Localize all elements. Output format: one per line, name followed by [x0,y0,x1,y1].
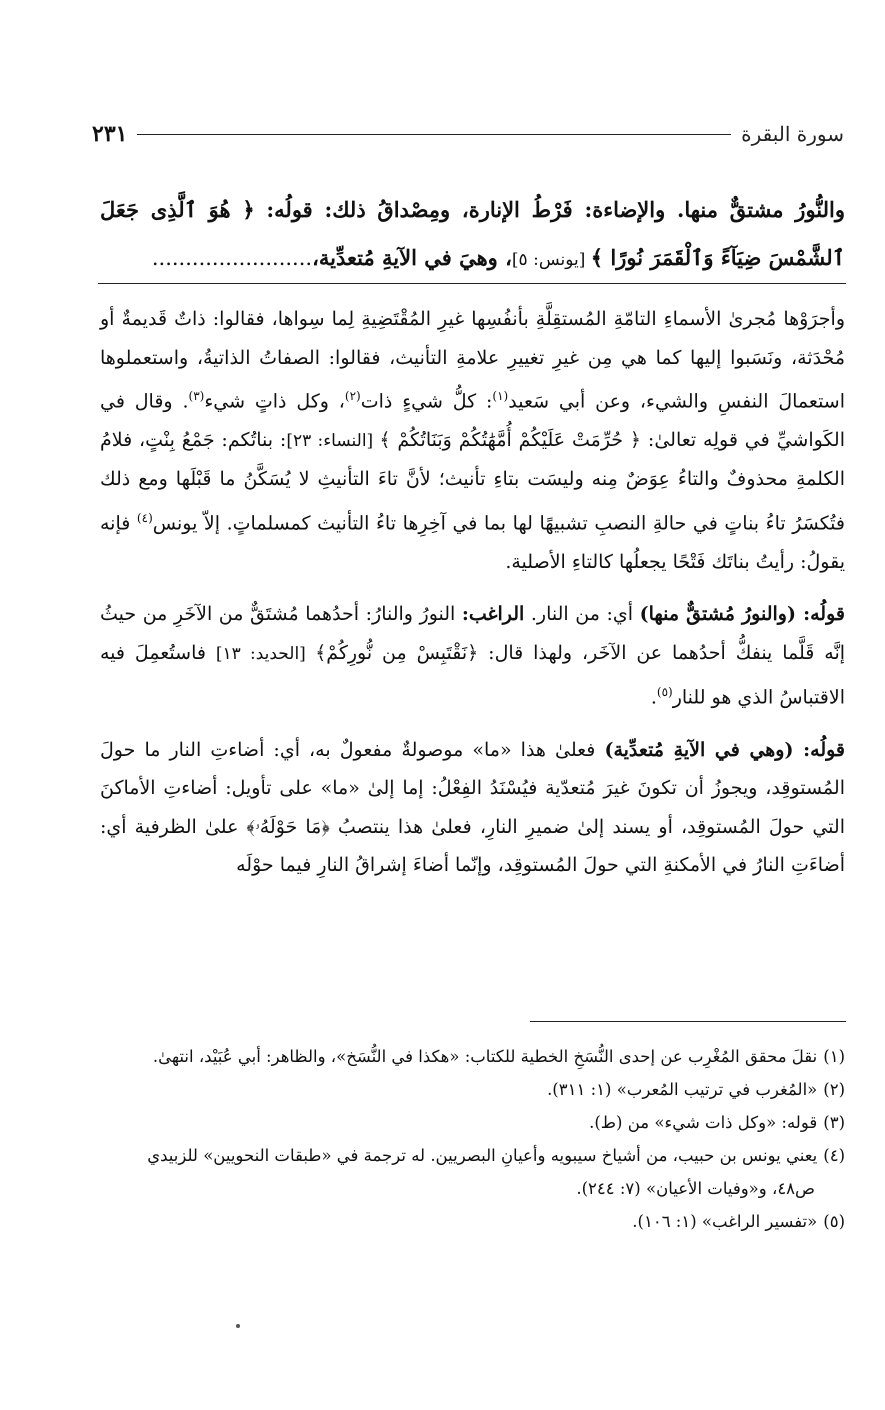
footnote-text: قوله: «وكل ذات شيء» من (ط). [589,1113,818,1132]
footnote [100,1205,845,1238]
text-run: وأجرَوْها مُجرىٰ الأسماءِ التامّةِ المُستقِلَّةِ بأنفُسِها غيرِ المُقْتَضِيةِ لِما سِواها، فقالوا: ذاتٌ قَديمةٌ أو مُحْدَثة، ونَسَبوا إليها كما هي مِن غيرِ تغييرِ علامةِ التأنيث، فقالوا: الصفاتُ الذاتيةُ، واستعملوها استعمالَ النفسِ والشيء، وعن أبي سَعيد [100,308,846,413]
main-text-block [100,186,845,284]
source-name: الراغب: [461,603,525,626]
quran-quote: ﴿ حُرِّمَتْ عَلَيْكُمْ أُمَّهَٰتُكُمْ وَبَنَاتُكُمْ ﴾ [379,428,642,451]
footnote-marker: (٢) [344,389,361,403]
commentary-paragraph-2 [100,595,845,717]
verse-reference: [يونس: ٥] [511,250,591,270]
matn-text-1: والنُّورُ مشتقٌّ منها. والإضاءة: فَرْطُ الإنارة، ومِصْداقُ ذلك: قولُه: [254,197,846,222]
footnote-number: (٥) [823,1212,845,1231]
footnote-rule [530,1021,846,1022]
quran-quote: ﴿نَقْتَبِسْ مِن نُّورِكُمْ﴾ [315,641,479,664]
text-run: . وقال في الكَواشيِّ في قولِه تعالىٰ: [100,390,845,451]
commentary [100,300,845,885]
footnote-marker: (٥) [656,685,673,700]
footnote-text: «تفسير الراغب» (١: ١٠٦). [632,1212,818,1231]
text-run: علىٰ الظرفية أي: أضاءَتِ النارُ في الأمكنةِ التي حولَ المُستوقِد، وإنّما أضاءَ إشراقُ النارِ فيما حوْلَه [100,815,845,877]
text-run: أي: من النار. [524,603,640,626]
verse-reference: [الحديد: ١٣] [215,643,316,664]
header-rule [137,134,731,135]
footnote-continuation [100,1172,845,1205]
footnote-number: (٢) [823,1080,845,1099]
quran-quote: ﴿مَا حَوْلَهُۥ﴾ [246,815,330,838]
footnote-text: نقلَ محقق المُغْرِب عن إحدى النُّسَخِ الخطية للكتاب: «هكذا في النُّسَخ»، والظاهر: أبي عُبَيْد، انتهىٰ. [152,1047,818,1066]
footnote-number: (٤) [823,1146,845,1165]
footnote-text: يعني يونس بن حبيب، من أشياخ سيبويه وأعيانِ البصريين. له ترجمة في «طبقات النحويين» للزبيدي [147,1146,818,1165]
text-run: فعلىٰ هذا «ما» موصولةٌ مفعولٌ به، أي: أضاءتِ النار ما حولَ المُستوقِد، ويجوزُ أن تكونَ غيرَ مُتعدّية فيُسْنَدُ الفِعْلُ: إما إلىٰ «ما» على تأويل: أضاءتِ الأماكنَ التي حولَ المُستوقِد، أو يسند إلىٰ ضميرِ النارِ، فعلىٰ هذا ينتصبُ [100,738,845,838]
continuation-dots: ........................ [151,246,313,270]
footnote [100,1139,845,1172]
text-run: ، وكل ذاتٍ شيء [204,390,345,413]
page-number: ٢٣١ [92,121,128,147]
footnote-marker: (١) [492,389,509,403]
running-header [92,118,844,150]
footnote-number: (٣) [823,1113,845,1132]
footnotes [100,1040,845,1238]
quran-quote: ﴿ هُوَ ٱلَّذِى جَعَلَ ٱلشَّمْسَ ضِيَآءً وَٱلْقَمَرَ نُورًا ﴾ [100,197,845,270]
text-run: : بناتُكم: جَمْعُ بِنْتٍ، فلامُ الكلمةِ محذوفٌ والتاءُ عِوَضٌ مِنه وليسَت بتاءِ تأنيث؛ لأنَّ تاءَ التأنيثِ لا يُسَكَّنُ ما قَبْلَها ومع ذلك فتُكسَرُ تاءُ بناتٍ في حالةِ النصبِ تشبيهًا لها بما في آخِرِها تاءُ التأنيث كمسلماتٍ. إلاّ يونس [100,428,845,535]
footnote-number: (١) [823,1047,845,1066]
footnote [100,1106,845,1139]
lemma-heading: قولُه: (والنورُ مُشتقٌّ منها) [639,603,845,626]
text-run: النورُ والنارُ: أحدُهما مُشتَقٌّ من الآخَرِ من حيثُ إنَّه قَلَّما ينفكُّ أحدُهما عن الآخَر، ولهذا قال: [100,603,846,664]
commentary-paragraph-1 [100,300,845,581]
text-run: فاستُعمِلَ فيه الاقتباسُ الذي هو للنار [100,641,845,709]
footnote-marker: (٣) [188,389,205,403]
text-run: فإنه يقولُ: رأيتُ بناتَك فَتْحًا يجعلُها كالتاءِ الأصلية. [100,512,845,573]
section-separator [98,283,846,284]
matn-text-2: ، وهيَ في الآيةِ مُتعدِّية، [312,245,512,270]
commentary-paragraph-3 [100,731,845,885]
verse-reference: [النساء: ٢٣] [286,430,380,451]
footnote-text: ص٤٨، و«وفيات الأعيان» (٧: ٢٤٤). [576,1179,815,1198]
page-mark [236,1324,240,1328]
footnote-text: «المُغرب في ترتيب المُعرب» (١: ٣١١). [547,1080,818,1099]
footnote [100,1040,845,1073]
footnote-marker: (٤) [136,510,153,525]
text-run: : كلُّ شيءٍ ذات [360,390,493,413]
text-run: . [650,686,657,709]
footnote [100,1073,845,1106]
lemma-heading: قولُه: (وهي في الآيةِ مُتعدِّية) [604,738,846,761]
surah-title: سورة البقرة [741,122,844,146]
